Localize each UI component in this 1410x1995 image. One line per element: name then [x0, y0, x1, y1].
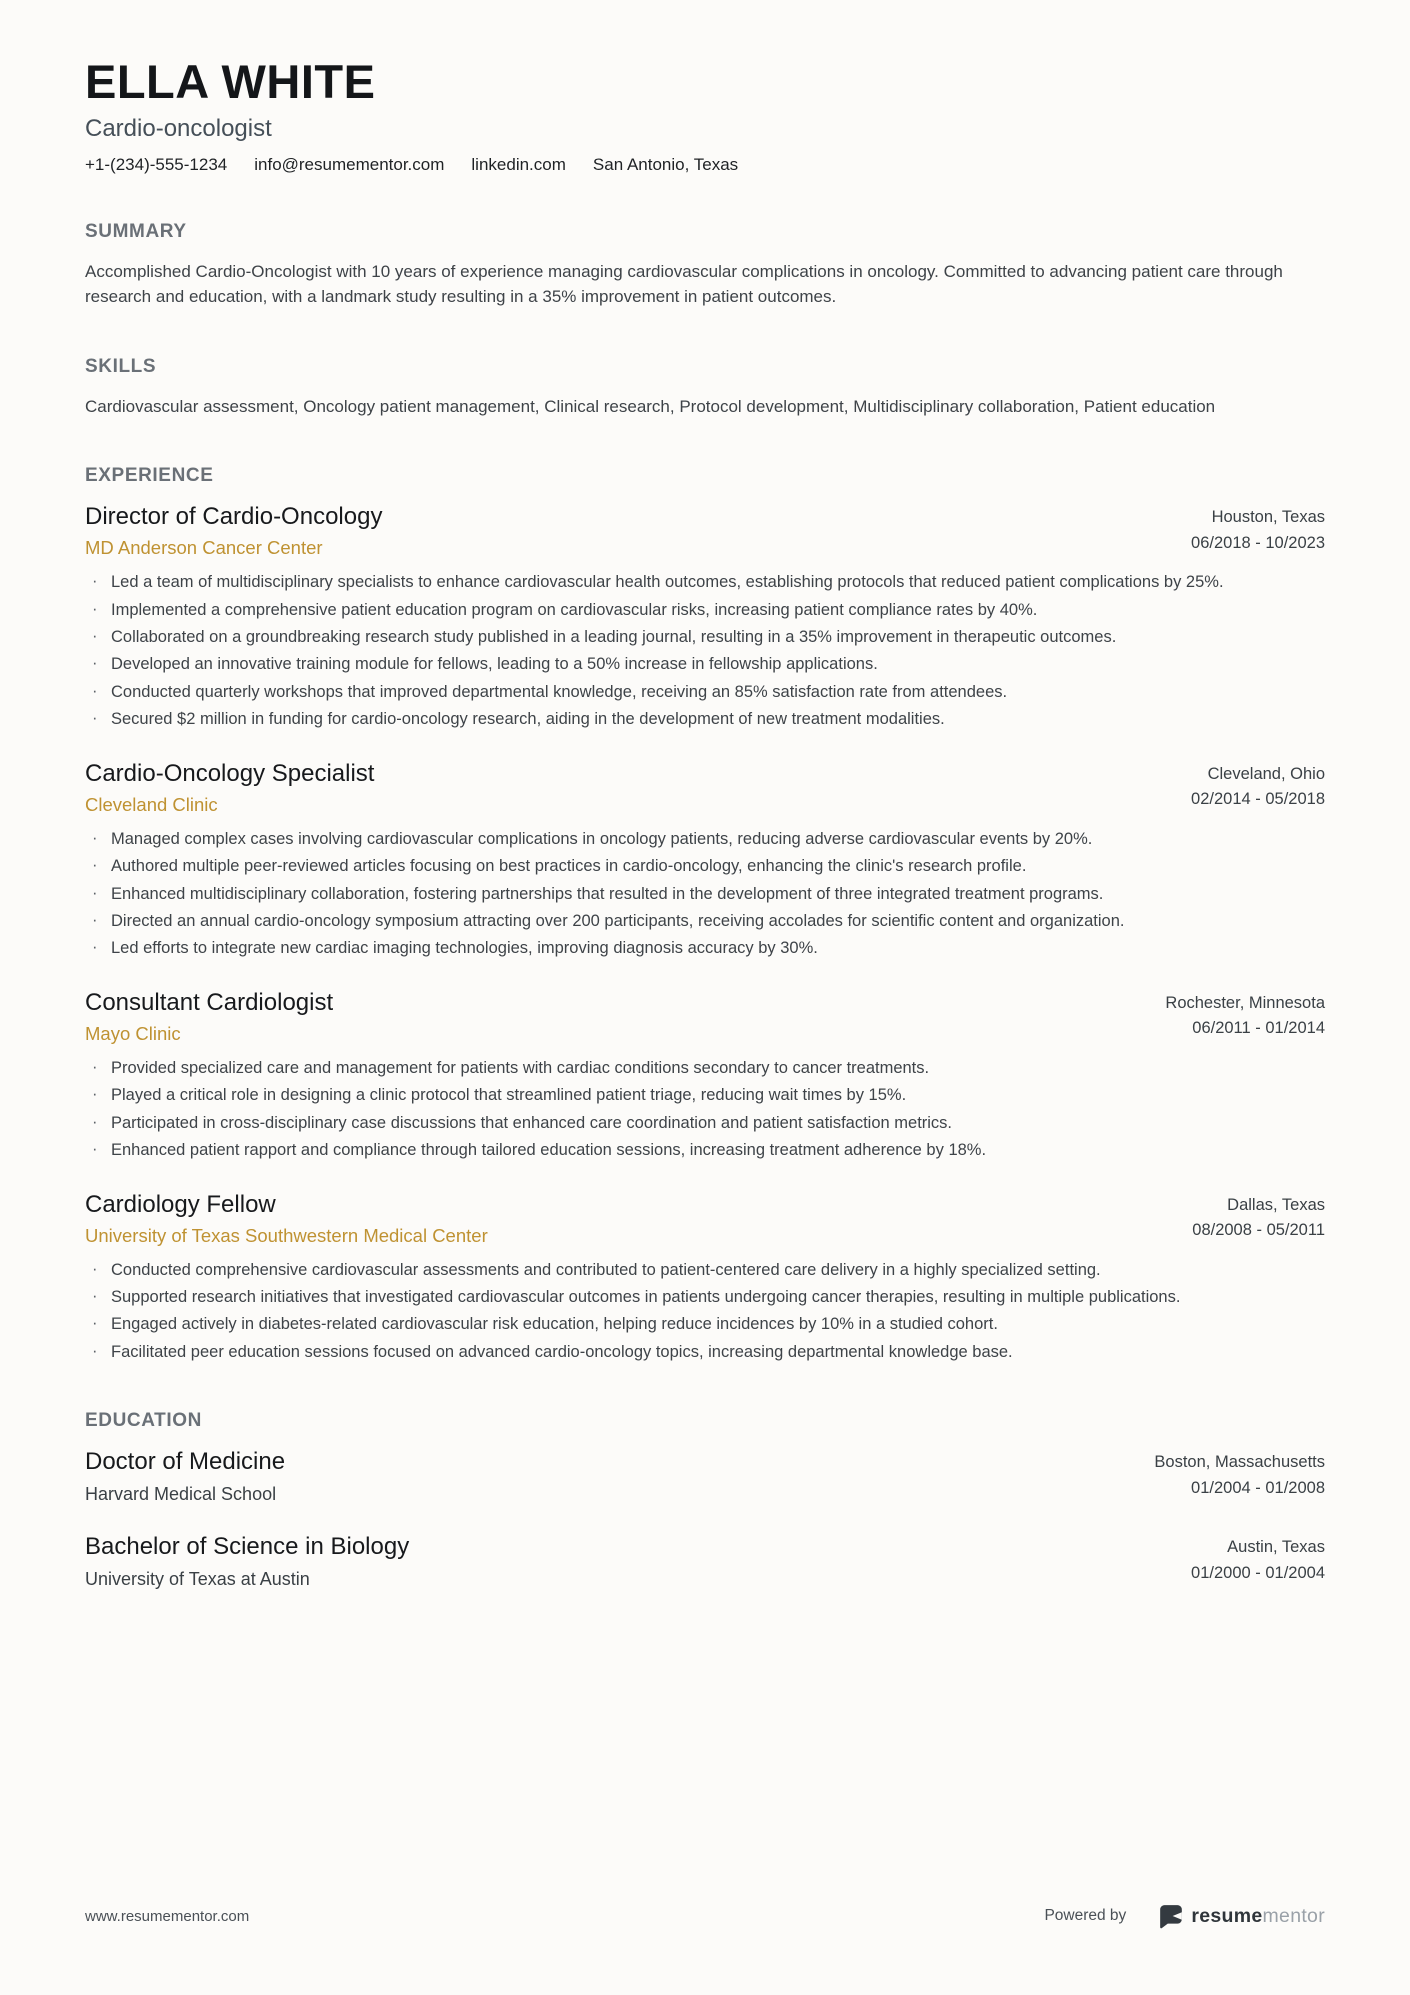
- education-entry: [85, 1448, 1325, 1505]
- experience-section: [85, 465, 1325, 1364]
- footer-branding: [1044, 1903, 1325, 1929]
- education-degree: Bachelor of Science in Biology: [85, 1533, 410, 1561]
- education-meta: [1191, 1533, 1325, 1586]
- logo-text: [1191, 1905, 1325, 1928]
- job-title: Cardiology Fellow: [85, 1190, 276, 1218]
- summary-text: Accomplished Cardio-Oncologist with 10 years of experience managing cardiovascular complications in oncology. Committed to advancing patient care through research and education, with a landmark study resulting in a 35% improvement in patient outcomes.: [85, 261, 1283, 307]
- bullet-item: · Facilitated peer education sessions focused on advanced cardio-oncology topics, increasing departmental knowledge base.: [85, 1341, 1325, 1364]
- job-location: Houston, Texas: [1211, 508, 1325, 527]
- contact-linkedin[interactable]: linkedin.com: [471, 154, 566, 174]
- contact-row: [85, 155, 1325, 175]
- job-bullets: [85, 1057, 1325, 1163]
- bullet-item: · Led a team of multidisciplinary specialists to enhance cardiovascular health outcomes, establishing protocols that reduced patient complications by 25%.: [85, 571, 1325, 594]
- experience-entry: [85, 989, 1325, 1163]
- experience-heading: EXPERIENCE: [85, 465, 214, 487]
- job-title-company: [85, 760, 374, 816]
- job-header: [85, 503, 1325, 559]
- education-location: Austin, Texas: [1227, 1538, 1325, 1557]
- job-location: Dallas, Texas: [1227, 1195, 1325, 1214]
- job-bullets: [85, 828, 1325, 961]
- summary-heading: SUMMARY: [85, 220, 187, 242]
- bullet-item: · Developed an innovative training module for fellows, leading to a 50% increase in fellowship applications.: [85, 653, 1325, 676]
- education-dates: 01/2004 - 01/2008: [1191, 1478, 1325, 1497]
- education-degree: Doctor of Medicine: [85, 1448, 286, 1476]
- footer-website-link[interactable]: www.resumementor.com: [85, 1907, 250, 1925]
- education-degree-school: [85, 1533, 409, 1590]
- education-location: Boston, Massachusetts: [1154, 1453, 1325, 1472]
- bullet-item: · Engaged actively in diabetes-related cardiovascular risk education, helping reduce incidences by 10% in a studied cohort.: [85, 1313, 1325, 1336]
- bullet-item: · Played a critical role in designing a clinic protocol that streamlined patient triage, reducing wait times by 15%.: [85, 1084, 1325, 1107]
- education-meta: [1154, 1448, 1325, 1501]
- job-location: Rochester, Minnesota: [1165, 993, 1325, 1012]
- bullet-item: · Supported research initiatives that investigated cardiovascular outcomes in patients undergoing cancer therapies, resulting in multiple publications.: [85, 1286, 1325, 1309]
- experience-entry: [85, 760, 1325, 961]
- job-header: [85, 760, 1325, 816]
- bullet-item: · Conducted quarterly workshops that improved departmental knowledge, receiving an 85% satisfaction rate from attendees.: [85, 681, 1325, 704]
- summary-section: [85, 221, 1325, 310]
- experience-entry: [85, 503, 1325, 732]
- job-location: Cleveland, Ohio: [1207, 764, 1325, 783]
- contact-location: San Antonio, Texas: [592, 154, 739, 174]
- job-dates: 08/2008 - 05/2011: [1192, 1221, 1325, 1240]
- job-bullets: [85, 571, 1325, 732]
- resume-header: [85, 56, 1325, 175]
- bullet-item: · Enhanced multidisciplinary collaboration, fostering partnerships that resulted in the development of three integrated treatment programs.: [85, 883, 1325, 906]
- job-company: MD Anderson Cancer Center: [85, 537, 323, 559]
- contact-email[interactable]: info@resumementor.com: [254, 154, 445, 174]
- powered-by-label: Powered by: [1044, 1907, 1127, 1924]
- bullet-item: · Led efforts to integrate new cardiac imaging technologies, improving diagnosis accuracy by 30%.: [85, 937, 1325, 960]
- job-meta: [1165, 989, 1325, 1042]
- education-section: [85, 1410, 1325, 1590]
- job-company: Cleveland Clinic: [85, 793, 218, 815]
- education-dates: 01/2000 - 01/2004: [1191, 1563, 1325, 1582]
- candidate-name: ELLA WHITE: [85, 55, 376, 108]
- education-header: [85, 1533, 1325, 1590]
- bullet-item: · Participated in cross-disciplinary case discussions that enhanced care coordination and patient satisfaction metrics.: [85, 1112, 1325, 1135]
- job-company: Mayo Clinic: [85, 1022, 181, 1044]
- job-header: [85, 989, 1325, 1045]
- bullet-item: · Enhanced patient rapport and compliance through tailored education sessions, increasing treatment adherence by 18%.: [85, 1139, 1325, 1162]
- job-header: [85, 1191, 1325, 1247]
- job-title-company: [85, 989, 333, 1045]
- job-bullets: [85, 1259, 1325, 1365]
- job-title: Cardio-Oncology Specialist: [85, 759, 375, 787]
- job-dates: 06/2018 - 10/2023: [1191, 533, 1325, 552]
- skills-text: Cardiovascular assessment, Oncology patient management, Clinical research, Protocol development, Multidisciplinary collaboration, Patient education: [85, 396, 1216, 416]
- bullet-item: · Managed complex cases involving cardiovascular complications in oncology patients, reducing adverse cardiovascular events by 20%.: [85, 828, 1325, 851]
- logo-text-light: mentor: [1262, 1904, 1325, 1927]
- contact-phone: +1-(234)-555-1234: [85, 154, 228, 174]
- education-degree-school: [85, 1448, 285, 1505]
- bullet-item: · Authored multiple peer-reviewed articles focusing on best practices in cardio-oncology, enhancing the clinic's research profile.: [85, 855, 1325, 878]
- bullet-item: · Provided specialized care and management for patients with cardiac conditions secondary to cancer treatments.: [85, 1057, 1325, 1080]
- education-header: [85, 1448, 1325, 1505]
- resumementor-logo-icon: [1158, 1903, 1184, 1929]
- job-dates: 02/2014 - 05/2018: [1191, 790, 1325, 809]
- bullet-item: · Directed an annual cardio-oncology symposium attracting over 200 participants, receiving accolades for scientific content and organization.: [85, 910, 1325, 933]
- bullet-item: · Collaborated on a groundbreaking research study published in a leading journal, resulting in a 35% improvement in therapeutic outcomes.: [85, 626, 1325, 649]
- bullet-item: · Secured $2 million in funding for cardio-oncology research, aiding in the development of new treatment modalities.: [85, 708, 1325, 731]
- job-title-company: [85, 503, 382, 559]
- education-entry: [85, 1533, 1325, 1590]
- candidate-title: Cardio-oncologist: [85, 114, 272, 142]
- education-school: University of Texas at Austin: [85, 1569, 310, 1590]
- bullet-item: · Conducted comprehensive cardiovascular assessments and contributed to patient-centered care delivery in a highly specialized setting.: [85, 1259, 1325, 1282]
- job-meta: [1192, 1191, 1325, 1244]
- job-title-company: [85, 1191, 488, 1247]
- job-meta: [1191, 760, 1325, 813]
- job-title: Consultant Cardiologist: [85, 988, 334, 1016]
- skills-section: [85, 356, 1325, 420]
- education-school: Harvard Medical School: [85, 1484, 277, 1505]
- job-title: Director of Cardio-Oncology: [85, 503, 383, 531]
- page-footer: [85, 1903, 1325, 1929]
- bullet-item: · Implemented a comprehensive patient education program on cardiovascular risks, increasing patient compliance rates by 40%.: [85, 599, 1325, 622]
- job-meta: [1191, 503, 1325, 556]
- skills-heading: SKILLS: [85, 355, 157, 377]
- education-heading: EDUCATION: [85, 1410, 202, 1432]
- job-dates: 06/2011 - 01/2014: [1192, 1019, 1325, 1038]
- experience-entry: [85, 1191, 1325, 1365]
- job-company: University of Texas Southwestern Medical Center: [85, 1224, 488, 1246]
- resumementor-logo: [1158, 1903, 1325, 1929]
- logo-text-bold: resume: [1191, 1904, 1263, 1927]
